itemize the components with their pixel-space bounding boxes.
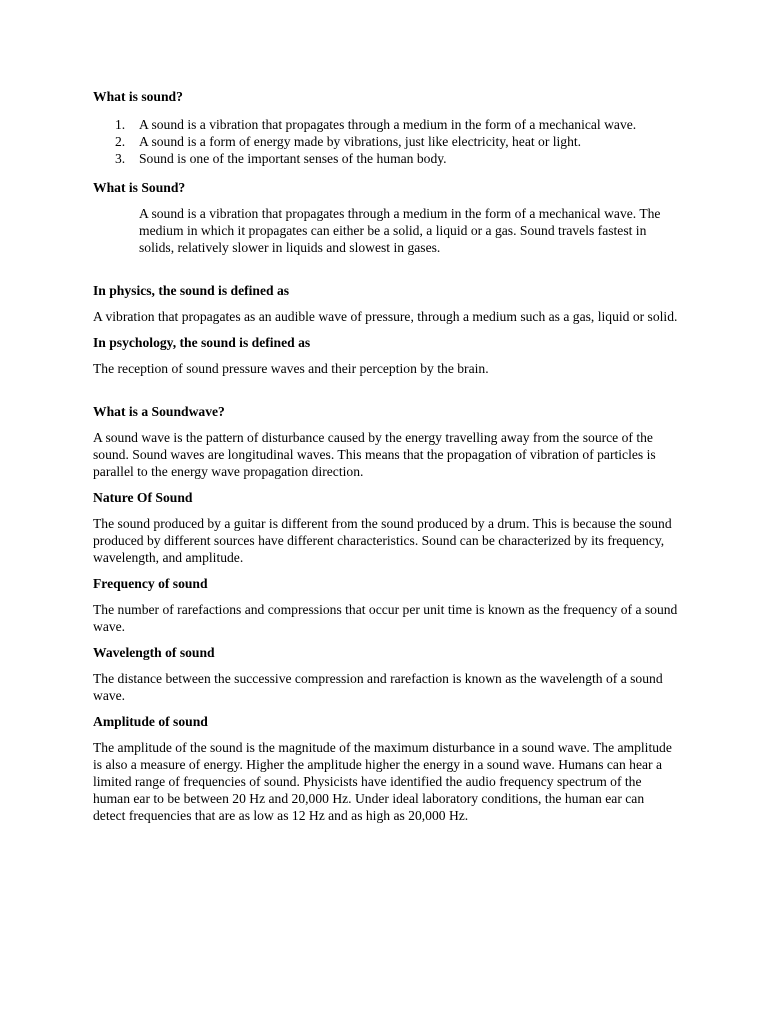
heading-physics-definition: In physics, the sound is defined as	[93, 283, 290, 298]
list-item-text: A sound is a form of energy made by vibrations, just like electricity, heat or light.	[139, 134, 582, 149]
heading-psychology-definition: In psychology, the sound is defined as	[93, 335, 311, 350]
list-number: 2.	[115, 134, 126, 149]
heading-wavelength: Wavelength of sound	[93, 645, 215, 660]
paragraph-wavelength: The distance between the successive compression and rarefaction is known as the wavelength of a sound wave.	[93, 671, 663, 703]
paragraph-amplitude: The amplitude of the sound is the magnitude of the maximum disturbance in a sound wave. The amplitude is also a measure of energy. Higher the amplitude higher the energy in a sound wave. Humans can hear a limited range of frequencies of sound. Physicists have identified the audio frequency spectrum of the human ear to be between 20 Hz and 20,000 Hz. Under ideal laboratory conditions, the human ear can detect frequencies that are as low as 12 Hz and as high as 20,000 Hz.	[93, 740, 672, 823]
document-body	[93, 88, 678, 824]
list-number: 1.	[115, 117, 126, 132]
paragraph-what-is-sound: A sound is a vibration that propagates through a medium in the form of a mechanical wave. The medium in which it propagates can either be a solid, a liquid or a gas. Sound travels fastest in solids, relatively slower in liquids and slowest in gases.	[139, 206, 661, 255]
heading-amplitude: Amplitude of sound	[93, 714, 208, 729]
numbered-list	[93, 116, 678, 167]
paragraph-frequency: The number of rarefactions and compressions that occur per unit time is known as the frequency of a sound wave.	[93, 602, 678, 634]
heading-soundwave: What is a Soundwave?	[93, 404, 225, 419]
heading-nature-of-sound: Nature Of Sound	[93, 490, 193, 505]
list-item	[93, 150, 678, 167]
heading-frequency: Frequency of sound	[93, 576, 208, 591]
paragraph-psychology-definition: The reception of sound pressure waves and their perception by the brain.	[93, 361, 489, 376]
list-number: 3.	[115, 151, 126, 166]
list-item	[93, 116, 678, 133]
list-item	[93, 133, 678, 150]
list-item-text: A sound is a vibration that propagates through a medium in the form of a mechanical wave.	[139, 117, 637, 132]
paragraph-physics-definition: A vibration that propagates as an audible wave of pressure, through a medium such as a gas, liquid or solid.	[93, 309, 678, 324]
heading-what-is-sound-1: What is sound?	[93, 89, 183, 104]
paragraph-soundwave: A sound wave is the pattern of disturbance caused by the energy travelling away from the source of the sound. Sound waves are longitudinal waves. This means that the propagation of vibration of particles is parallel to the energy wave propagation direction.	[93, 430, 656, 479]
list-item-text: Sound is one of the important senses of the human body.	[139, 151, 447, 166]
heading-what-is-sound-2: What is Sound?	[93, 180, 186, 195]
paragraph-nature-of-sound: The sound produced by a guitar is different from the sound produced by a drum. This is because the sound produced by different sources have different characteristics. Sound can be characterized by its frequency, wavelength, and amplitude.	[93, 516, 672, 565]
